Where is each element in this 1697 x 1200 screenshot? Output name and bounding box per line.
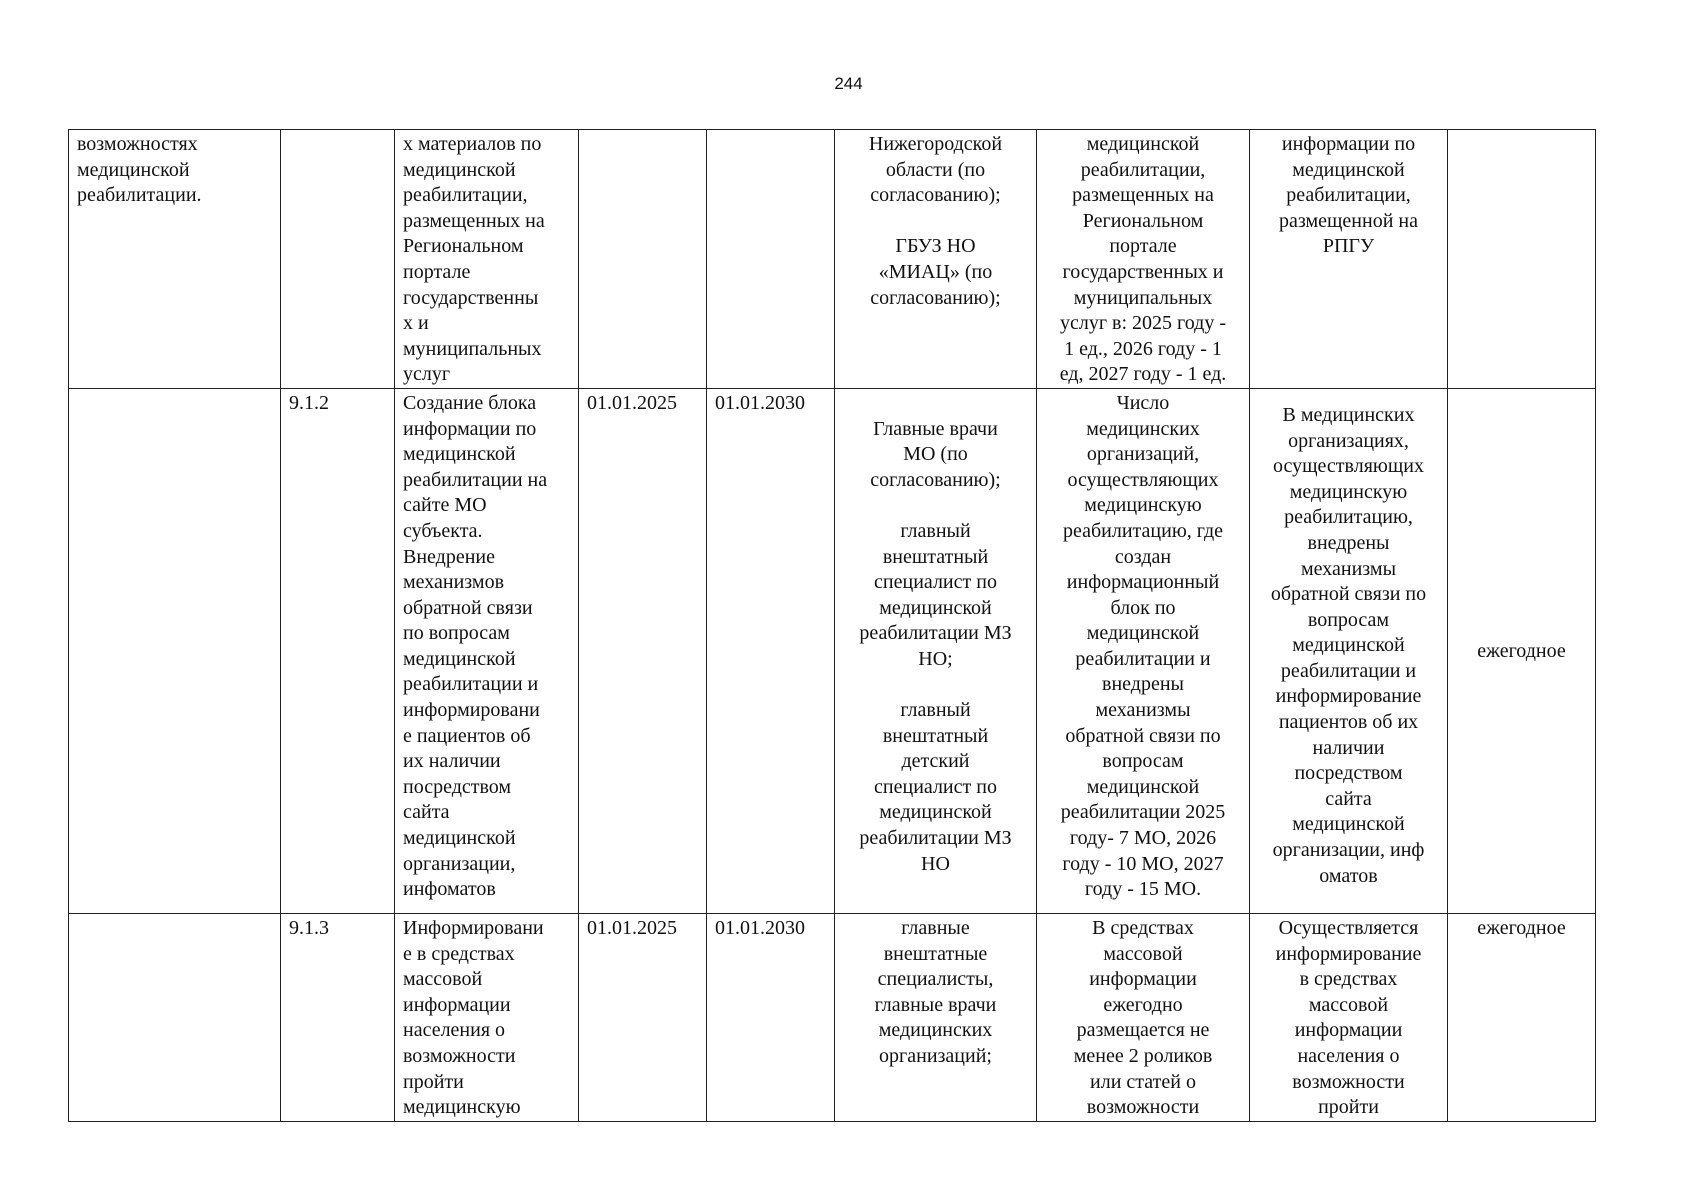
- cell-responsible: главные внештатные специалисты, главные врачи медицинских организаций;: [835, 913, 1037, 1121]
- table-row: [69, 388, 1596, 913]
- table-row: [69, 913, 1596, 1121]
- cell-end-date: 01.01.2030: [707, 913, 835, 1121]
- cell-number: [281, 130, 395, 389]
- cell-result: Осуществляется информирование в средствах массовой информации населения о возможности пройти: [1250, 913, 1448, 1121]
- cell-activity: Информировани е в средствах массовой информации населения о возможности пройти медицинскую: [395, 913, 579, 1121]
- cell-section: [69, 913, 281, 1121]
- cell-indicator: медицинской реабилитации, размещенных на Региональном портале государственных и муниципальных услуг в: 2025 году - 1 ед., 2026 году - 1 ед, 2027 году - 1 ед.: [1037, 130, 1250, 389]
- cell-end-date: [707, 130, 835, 389]
- cell-indicator: В средствах массовой информации ежегодно размещается не менее 2 роликов или статей о возможности: [1037, 913, 1250, 1121]
- cell-start-date: [579, 130, 707, 389]
- cell-end-date: 01.01.2030: [707, 388, 835, 913]
- cell-responsible: Главные врачи МО (по согласованию); главный внештатный специалист по медицинской реабилитации МЗ НО; главный внештатный детский специалист по медицинской реабилитации МЗ НО: [835, 388, 1037, 913]
- cell-result: информации по медицинской реабилитации, размещенной на РПГУ: [1250, 130, 1448, 389]
- cell-responsible: Нижегородской области (по согласованию); ГБУЗ НО «МИАЦ» (по согласованию);: [835, 130, 1037, 389]
- cell-frequency: [1448, 130, 1596, 389]
- page-number: 244: [834, 74, 863, 93]
- table-row: [69, 130, 1596, 389]
- cell-activity: Создание блока информации по медицинской реабилитации на сайте МО субъекта. Внедрение механизмов обратной связи по вопросам медицинской реабилитации и информировани е пациентов об их наличии посредством сайта медицинской организации, инфоматов: [395, 388, 579, 913]
- cell-frequency: ежегодное: [1448, 913, 1596, 1121]
- cell-section: возможностях медицинской реабилитации.: [69, 130, 281, 389]
- cell-activity: х материалов по медицинской реабилитации, размещенных на Региональном портале государственны х и муниципальных услуг: [395, 130, 579, 389]
- cell-start-date: 01.01.2025: [579, 388, 707, 913]
- cell-frequency: ежегодное: [1448, 388, 1596, 913]
- cell-start-date: 01.01.2025: [579, 913, 707, 1121]
- cell-section: [69, 388, 281, 913]
- cell-indicator: Число медицинских организаций, осуществляющих медицинскую реабилитацию, где создан информационный блок по медицинской реабилитации и внедрены механизмы обратной связи по вопросам медицинской реабилитации 2025 году- 7 МО, 2026 году - 10 МО, 2027 году - 15 МО.: [1037, 388, 1250, 913]
- plan-table: [68, 129, 1596, 1122]
- cell-number: 9.1.3: [281, 913, 395, 1121]
- cell-number: 9.1.2: [281, 388, 395, 913]
- cell-result: В медицинских организациях, осуществляющих медицинскую реабилитацию, внедрены механизмы обратной связи по вопросам медицинской реабилитации и информирование пациентов об их наличии посредством сайта медицинской организации, инф оматов: [1250, 388, 1448, 913]
